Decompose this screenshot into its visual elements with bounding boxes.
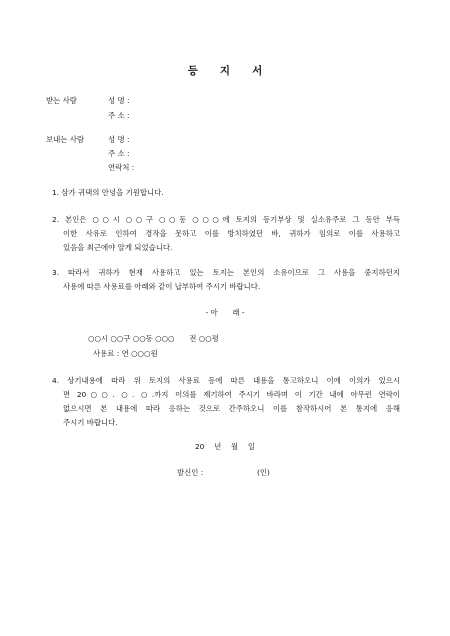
below-header: - 아 래 - xyxy=(205,308,245,317)
sender-contact-label: 연락처 : xyxy=(108,163,135,172)
seal-label: (인) xyxy=(257,468,270,477)
paragraph-2-line-1: 2. 본인은 ○○시 ○○구 ○○동 ○○○에 토지의 등기부상 및 실소유주로 그 동안 부득 xyxy=(52,215,400,224)
paragraph-3-line-1: 3. 따라서 귀하가 현재 사용하고 있는 토지는 본인의 소유이므로 그 사용을 중지하던지 xyxy=(52,268,400,277)
paragraph-3-line-2: 사용에 따른 사용료를 아래와 같이 납부하여 주시기 바랍니다. xyxy=(63,282,261,291)
usage-fee: 사용료 : 연 ○○○원 xyxy=(93,349,158,358)
title-char-2: 지 xyxy=(219,65,231,77)
sender-signature-label: 발신인 : xyxy=(177,468,204,477)
paragraph-4-line-3: 없으시면 본 내용에 따라 응하는 것으로 간주하오니 이를 참작하시어 본 통지에 응해 xyxy=(63,404,400,413)
land-location: ○○시 ○○구 ○○동 ○○○ 전 ○○평 xyxy=(88,334,219,343)
recipient-address-label: 주 소 : xyxy=(108,111,130,120)
recipient-label: 받는 사람 xyxy=(46,96,77,105)
document-title xyxy=(0,63,450,78)
recipient-name-label: 성 명 : xyxy=(108,96,130,105)
paragraph-2-line-3: 있음을 최근에야 알게 되었습니다. xyxy=(63,243,173,252)
date-line: 20 년 월 일 xyxy=(194,442,256,451)
sender-address-label: 주 소 : xyxy=(108,149,130,158)
title-char-3: 서 xyxy=(252,65,263,77)
sender-name-label: 성 명 : xyxy=(108,135,130,144)
paragraph-1: 1. 삼가 귀댁의 안녕을 기원합니다. xyxy=(52,188,164,197)
sender-label: 보내는 사람 xyxy=(46,135,85,144)
paragraph-2-line-2: 이한 사유로 인하여 경작을 못하고 이를 방치하였던 바, 귀하가 임의로 이를 사용하고 xyxy=(63,229,400,238)
paragraph-4-line-2: 면 20○○. ○. ○.까지 이의를 제기하여 주시기 바라며 이 기간 내에 아무런 연락이 xyxy=(63,390,400,399)
paragraph-4-line-4: 주시기 바랍니다. xyxy=(63,418,118,427)
title-char-1: 등 xyxy=(187,65,198,77)
paragraph-4-line-1: 4. 상기내용에 따라 위 토지의 사용료 등에 따른 내용을 통고하오니 이에 이의가 있으시 xyxy=(52,376,400,385)
